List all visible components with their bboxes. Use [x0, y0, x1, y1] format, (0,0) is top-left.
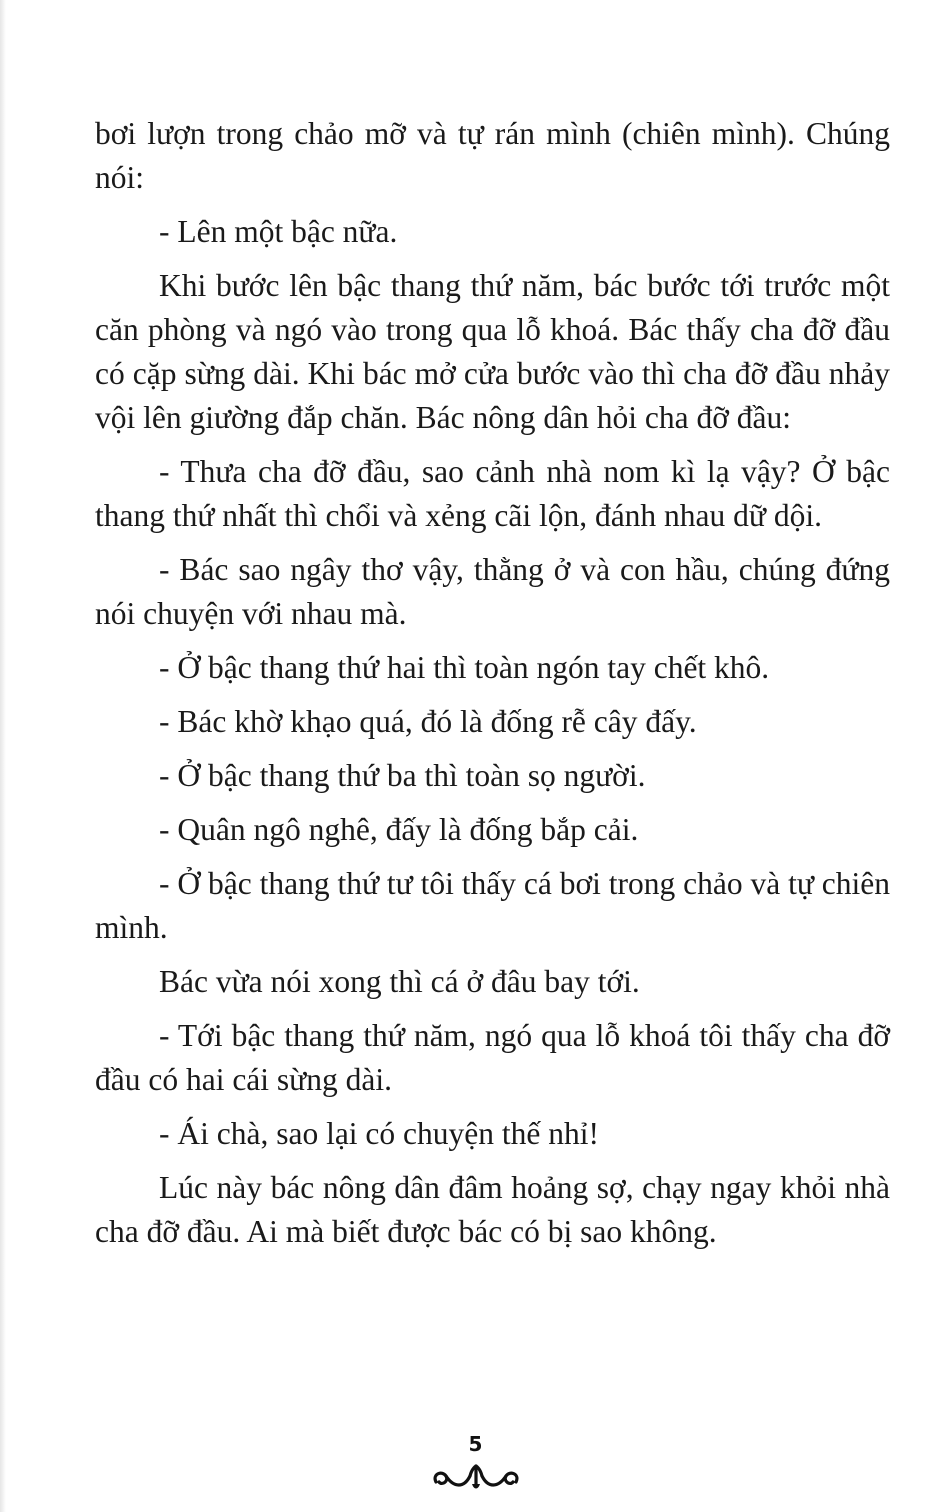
body-text: [95, 112, 890, 1264]
paragraph-10: - Ở bậc thang thứ tư tôi thấy cá bơi trong chảo và tự chiên mình.: [95, 866, 890, 945]
paragraph-2: - Lên một bậc nữa.: [159, 214, 398, 249]
flourish-ornament-icon: [426, 1462, 526, 1496]
paragraph-13: - Ái chà, sao lại có chuyện thế nhỉ!: [159, 1116, 599, 1151]
page-footer: [0, 1432, 951, 1496]
paragraph-14: Lúc này bác nông dân đâm hoảng sợ, chạy ngay khỏi nhà cha đỡ đầu. Ai mà biết được bác có bị sao không.: [95, 1170, 890, 1249]
page-edge: [0, 0, 6, 1512]
paragraph-7: - Bác khờ khạo quá, đó là đống rễ cây đấy.: [159, 704, 697, 739]
paragraph-6: - Ở bậc thang thứ hai thì toàn ngón tay chết khô.: [159, 650, 770, 685]
paragraph-3: Khi bước lên bậc thang thứ năm, bác bước tới trước một căn phòng và ngó vào trong qua lỗ khoá. Bác thấy cha đỡ đầu có cặp sừng dài. Khi bác mở cửa bước vào thì cha đỡ đầu nhảy vội lên giường đắp chăn. Bác nông dân hỏi cha đỡ đầu:: [95, 268, 890, 435]
paragraph-5: - Bác sao ngây thơ vậy, thằng ở và con hầu, chúng đứng nói chuyện với nhau mà.: [95, 552, 890, 631]
paragraph-1: bơi lượn trong chảo mỡ và tự rán mình (chiên mình). Chúng nói:: [95, 116, 890, 195]
paragraph-8: - Ở bậc thang thứ ba thì toàn sọ người.: [159, 758, 646, 793]
paragraph-12: - Tới bậc thang thứ năm, ngó qua lỗ khoá tôi thấy cha đỡ đầu có hai cái sừng dài.: [95, 1018, 890, 1097]
paragraph-11: Bác vừa nói xong thì cá ở đâu bay tới.: [159, 964, 640, 999]
page-number: 5: [468, 1432, 483, 1456]
paragraph-4: - Thưa cha đỡ đầu, sao cảnh nhà nom kì lạ vậy? Ở bậc thang thứ nhất thì chổi và xẻng cãi lộn, đánh nhau dữ dội.: [95, 454, 890, 533]
paragraph-9: - Quân ngô nghê, đấy là đống bắp cải.: [159, 812, 639, 847]
